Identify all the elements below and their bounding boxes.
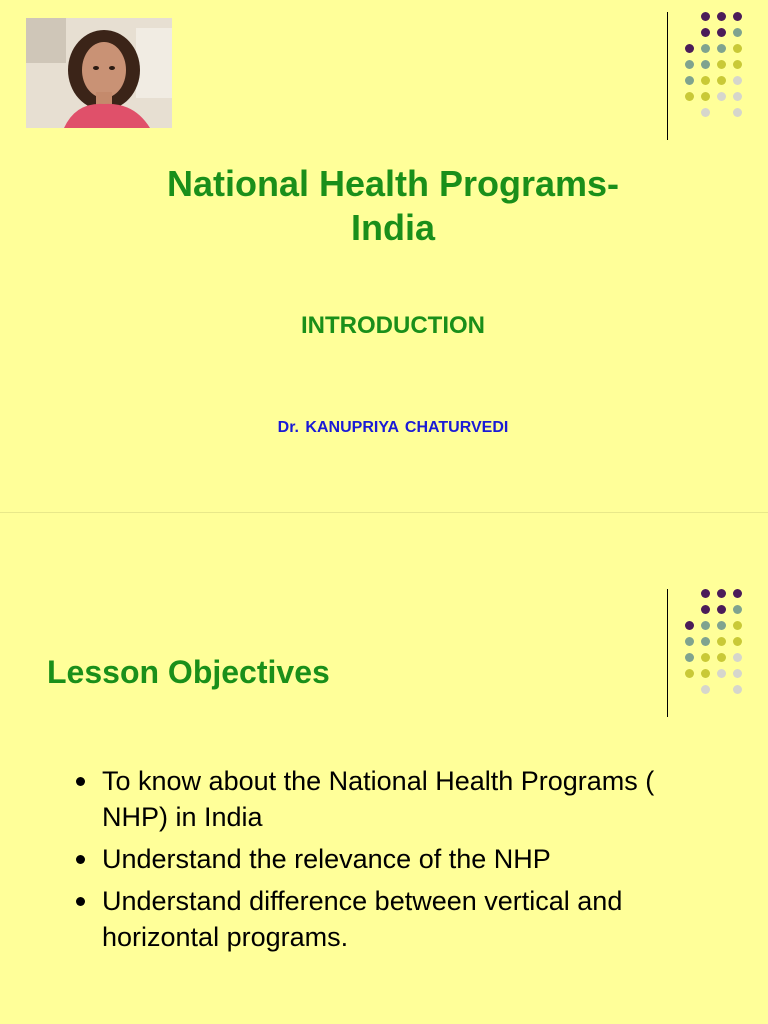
dot-icon — [701, 637, 710, 646]
dot-icon — [685, 28, 694, 37]
dot-icon — [701, 28, 710, 37]
dot-icon — [733, 637, 742, 646]
dot-icon — [717, 621, 726, 630]
dot-icon — [685, 60, 694, 69]
dot-icon — [685, 685, 694, 694]
dot-icon — [701, 92, 710, 101]
dot-icon — [685, 589, 694, 598]
dot-icon — [733, 621, 742, 630]
divider-line — [667, 12, 668, 140]
bullet-icon — [76, 897, 85, 906]
slide-subtitle: INTRODUCTION — [301, 312, 485, 339]
decorative-dot-grid — [685, 589, 742, 694]
dot-icon — [733, 44, 742, 53]
dot-icon — [717, 637, 726, 646]
section-heading: Lesson Objectives — [47, 654, 330, 690]
dot-icon — [733, 60, 742, 69]
author-photo — [26, 18, 172, 128]
dot-icon — [733, 12, 742, 21]
dot-icon — [733, 76, 742, 85]
bullet-icon — [76, 777, 85, 786]
dot-icon — [685, 653, 694, 662]
dot-icon — [701, 653, 710, 662]
decorative-dot-grid — [685, 12, 742, 117]
portrait-image — [26, 18, 172, 128]
dot-icon — [701, 685, 710, 694]
dot-icon — [733, 28, 742, 37]
dot-icon — [733, 653, 742, 662]
objectives-list — [76, 763, 716, 961]
dot-icon — [685, 637, 694, 646]
list-item — [76, 883, 716, 955]
list-item — [76, 763, 716, 835]
dot-icon — [717, 44, 726, 53]
dot-icon — [701, 621, 710, 630]
dot-icon — [685, 44, 694, 53]
list-item-text: Understand the relevance of the NHP — [102, 844, 551, 874]
list-item-text: Understand difference between vertical and horizontal programs. — [102, 886, 623, 952]
dot-icon — [701, 12, 710, 21]
dot-icon — [733, 108, 742, 117]
dot-icon — [701, 589, 710, 598]
dot-icon — [717, 605, 726, 614]
title-line-2: India — [350, 207, 435, 248]
dot-icon — [717, 108, 726, 117]
dot-icon — [701, 60, 710, 69]
dot-icon — [717, 92, 726, 101]
title-line-1: National Health Programs- — [166, 163, 620, 204]
author-name: Dr. KANUPRIYA CHATURVEDI — [277, 419, 509, 436]
dot-icon — [685, 92, 694, 101]
bullet-icon — [76, 855, 85, 864]
list-item — [76, 841, 716, 877]
list-item-text: To know about the National Health Programs ( NHP) in India — [102, 766, 655, 832]
dot-icon — [733, 669, 742, 678]
dot-icon — [733, 605, 742, 614]
dot-icon — [717, 76, 726, 85]
dot-icon — [701, 108, 710, 117]
divider-line — [667, 589, 668, 717]
dot-icon — [685, 76, 694, 85]
slide-lesson-objectives — [0, 512, 768, 1024]
dot-icon — [733, 92, 742, 101]
dot-icon — [685, 108, 694, 117]
dot-icon — [701, 669, 710, 678]
dot-icon — [685, 605, 694, 614]
dot-icon — [685, 12, 694, 21]
dot-icon — [717, 653, 726, 662]
dot-icon — [717, 685, 726, 694]
dot-icon — [717, 60, 726, 69]
slide-title-text — [80, 162, 706, 250]
dot-icon — [717, 669, 726, 678]
dot-icon — [701, 44, 710, 53]
dot-icon — [733, 589, 742, 598]
dot-icon — [717, 589, 726, 598]
dot-icon — [685, 621, 694, 630]
dot-icon — [717, 12, 726, 21]
dot-icon — [701, 76, 710, 85]
dot-icon — [701, 605, 710, 614]
dot-icon — [733, 685, 742, 694]
dot-icon — [685, 669, 694, 678]
dot-icon — [717, 28, 726, 37]
